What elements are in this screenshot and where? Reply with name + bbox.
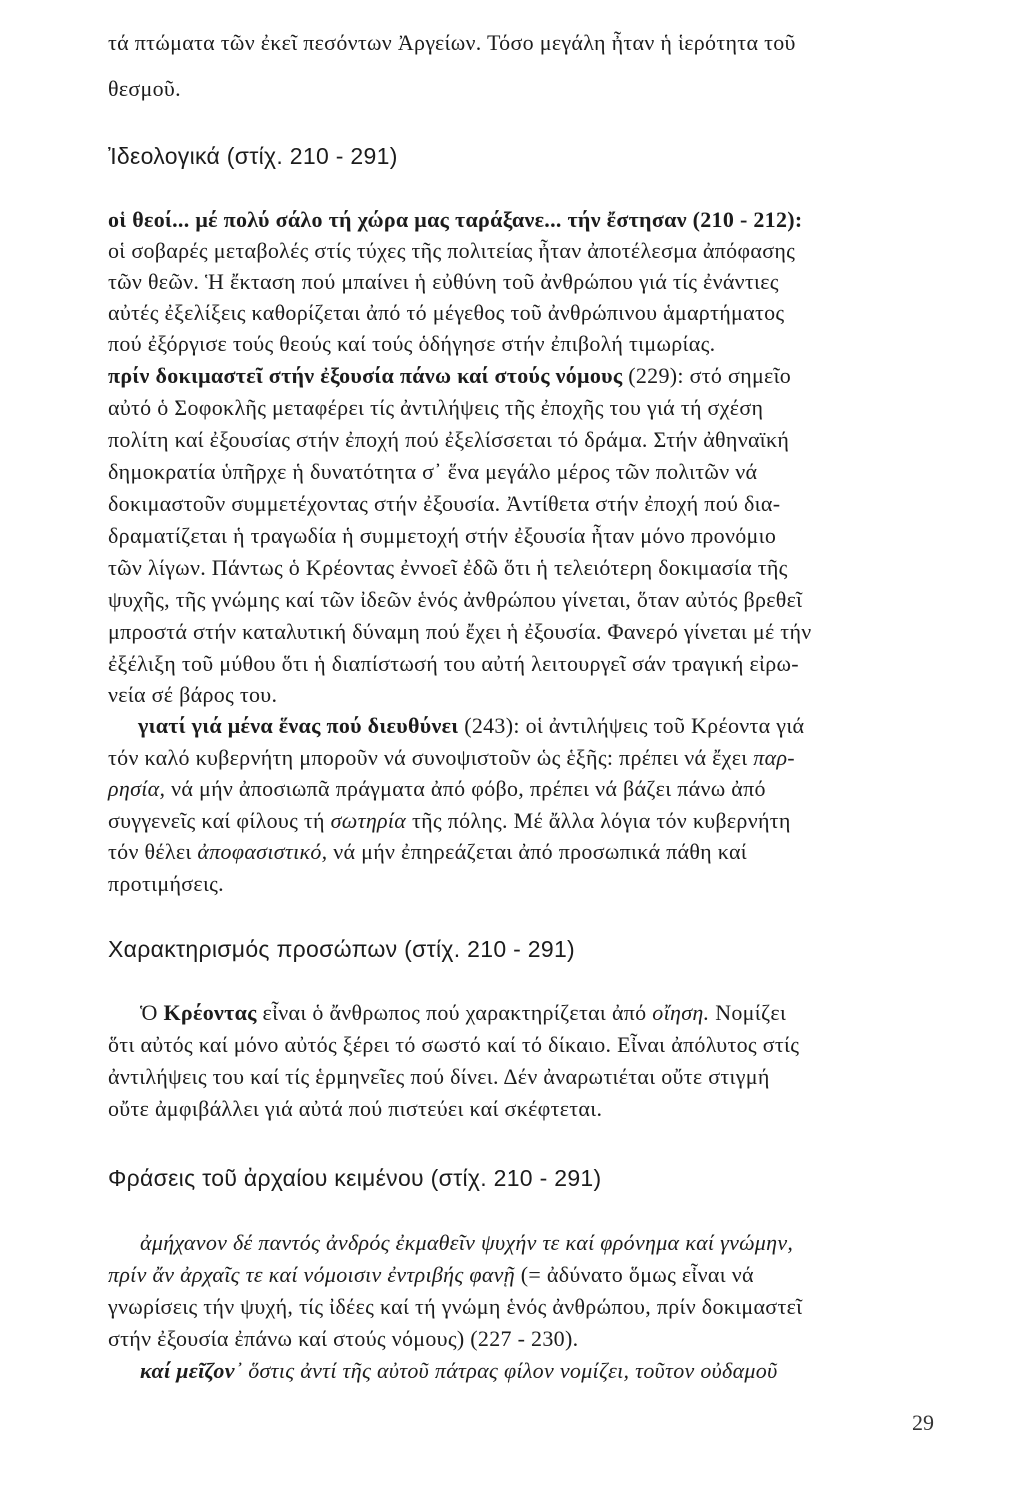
paragraph-line: δημοκρατία ὑπῆρχε ἡ δυνατότητα σ᾽ ἕνα μεγάλο μέρος τῶν πολιτῶν νά (108, 459, 758, 484)
paragraph-line: πού ἐξόργισε τούς θεούς καί τούς ὁδήγησε στήν ἐπιβολή τιμωρίας. (108, 331, 716, 356)
quote-line (108, 1262, 754, 1288)
paragraph-line: προτιμήσεις. (108, 871, 224, 896)
section-heading-ideological: Ἰδεολογικά (στίχ. 210 - 291) (108, 143, 398, 169)
inline-text: τῆς πόλης. Μέ ἄλλα λόγια τόν κυβερνήτη (406, 808, 791, 833)
paragraph-line: ψυχῆς, τῆς γνώμης καί τῶν ἰδεῶν ἑνός ἀνθρώπου γίνεται, ὅταν αὐτός βρεθεῖ (108, 587, 803, 612)
inline-text: Ὁ (140, 1000, 164, 1025)
paragraph-lead (108, 363, 791, 389)
bold-phrase: καί μεῖζον (140, 1358, 235, 1383)
inline-text: ᾽ ὅστις ἀντί τῆς αὐτοῦ πάτρας φίλον νομίζει, τοῦτον οὐδαμοῦ (234, 1358, 778, 1383)
paragraph-line: ἐξέλιξη τοῦ μύθου ὅτι ἡ διαπίστωσή του αὐτή λειτουργεῖ σάν τραγική εἰρω- (108, 651, 799, 676)
paragraph-line (108, 808, 791, 834)
italic-phrase: οἴηση. (652, 1000, 710, 1025)
paragraph-line (108, 839, 747, 865)
italic-phrase: ρησία, (108, 776, 166, 801)
italic-phrase: σωτηρία (330, 808, 407, 833)
bold-phrase: Κρέοντας (163, 1000, 257, 1025)
paragraph-line: τῶν λίγων. Πάντως ὁ Κρέοντας ἐννοεῖ ἐδῶ ὅτι ἡ τελειότερη δοκιμασία τῆς (108, 555, 788, 580)
paragraph-line: στήν ἐξουσία ἐπάνω καί στούς νόμους) (227 - 230). (108, 1326, 579, 1351)
inline-text: (229): στό σημεῖο (622, 363, 792, 388)
bold-phrase: γιατί γιά μένα ἕνας πού διευθύνει (138, 713, 459, 738)
inline-text: τόν θέλει (108, 839, 198, 864)
inline-text: (243): οἱ ἀντιλήψεις τοῦ Κρέοντα γιά (458, 713, 805, 738)
paragraph-line: αὐτές ἐξελίξεις καθορίζεται ἀπό τό μέγεθος τοῦ ἀνθρώπινου ἁμαρτήματος (108, 300, 785, 325)
paragraph-lead (108, 207, 803, 233)
paragraph-line: δραματίζεται ἡ τραγωδία ἡ συμμετοχή στήν ἐξουσία ἦταν μόνο προνόμιο (108, 523, 777, 548)
paragraph-lead (140, 1000, 786, 1026)
paragraph-line: αὐτό ὁ Σοφοκλῆς μεταφέρει τίς ἀντιλήψεις τῆς ἐποχῆς του γιά τή σχέση (108, 395, 764, 420)
italic-phrase (140, 1358, 777, 1383)
bold-phrase: πρίν δοκιμαστεῖ στήν ἐξουσία πάνω καί στούς νόμους (108, 363, 623, 388)
italic-phrase: πρίν ἄν ἀρχαῖς τε καί νόμοισιν ἐντριβής φανῇ (108, 1262, 515, 1287)
italic-phrase: ἀμήχανον δέ παντός ἀνδρός ἐκμαθεῖν ψυχήν τε καί φρόνημα καί γνώμην, (140, 1230, 794, 1255)
intro-line: τά πτώματα τῶν ἐκεῖ πεσόντων Ἀργείων. Τόσο μεγάλη ἦταν ἡ ἱερότητα τοῦ (108, 30, 796, 55)
inline-text: Νομίζει (709, 1000, 787, 1025)
bold-phrase: οἱ θεοί... μέ πολύ σάλο τή χώρα μας ταράξανε... τήν ἔστησαν (210 - 212): (108, 207, 803, 232)
paragraph-line: οἱ σοβαρές μεταβολές στίς τύχες τῆς πολιτείας ἦταν ἀποτέλεσμα ἀπόφασης (108, 238, 796, 263)
paragraph-line: μπροστά στήν καταλυτική δύναμη πού ἔχει ἡ ἐξουσία. Φανερό γίνεται μέ τήν (108, 619, 812, 644)
paragraph-line: γνωρίσεις τήν ψυχή, τίς ἰδέες καί τή γνώμη ἑνός ἀνθρώπου, πρίν δοκιμαστεῖ (108, 1294, 803, 1319)
italic-phrase: παρ- (753, 745, 795, 770)
inline-text: τόν καλό κυβερνήτη μποροῦν νά συνοψιστοῦν ὡς ἑξῆς: πρέπει νά ἔχει (108, 745, 754, 770)
paragraph-line: δοκιμαστοῦν συμμετέχοντας στήν ἐξουσία. Ἀντίθετα στήν ἐποχή πού δια- (108, 491, 781, 516)
inline-text: (= ἀδύνατο ὅμως εἶναι νά (514, 1262, 754, 1287)
paragraph-line: νεία σέ βάρος του. (108, 682, 278, 707)
section-heading-characters: Χαρακτηρισμός προσώπων (στίχ. 210 - 291) (108, 936, 576, 962)
paragraph-line (108, 745, 795, 771)
section-heading-phrases: Φράσεις τοῦ ἀρχαίου κειμένου (στίχ. 210 - 291) (108, 1165, 602, 1191)
inline-text: εἶναι ὁ ἄνθρωπος πού χαρακτηρίζεται ἀπό (256, 1000, 653, 1025)
paragraph-line: ὅτι αὐτός καί μόνο αὐτός ξέρει τό σωστό καί τό δίκαιο. Εἶναι ἀπόλυτος στίς (108, 1032, 800, 1057)
paragraph-line (108, 776, 766, 802)
paragraph-line: πολίτη καί ἐξουσίας στήν ἐποχή πού ἐξελίσσεται τό δράμα. Στήν ἀθηναϊκή (108, 427, 790, 452)
inline-text: συγγενεῖς καί φίλους τή (108, 808, 331, 833)
paragraph-line: τῶν θεῶν. Ἡ ἔκταση πού μπαίνει ἡ εὐθύνη τοῦ ἀνθρώπου γιά τίς ἐνάντιες (108, 269, 779, 294)
quote-line (140, 1358, 777, 1384)
paragraph-line: ἀντιλήψεις του καί τίς ἑρμηνεῖες πού δίνει. Δέν ἀναρωτιέται οὔτε στιγμή (108, 1064, 770, 1089)
paragraph-lead (138, 713, 804, 739)
paragraph-line: οὔτε ἀμφιβάλλει γιά αὐτά πού πιστεύει καί σκέφτεται. (108, 1096, 603, 1121)
quote-line (140, 1230, 793, 1256)
inline-text: νά μήν ἐπηρεάζεται ἀπό προσωπικά πάθη καί (327, 839, 748, 864)
italic-phrase: ἀποφασιστικό, (197, 839, 328, 864)
intro-line: θεσμοῦ. (108, 76, 181, 101)
inline-text: νά μήν ἀποσιωπᾶ πράγματα ἀπό φόβο, πρέπει νά βάζει πάνω ἀπό (165, 776, 766, 801)
page-number: 29 (912, 1410, 934, 1435)
